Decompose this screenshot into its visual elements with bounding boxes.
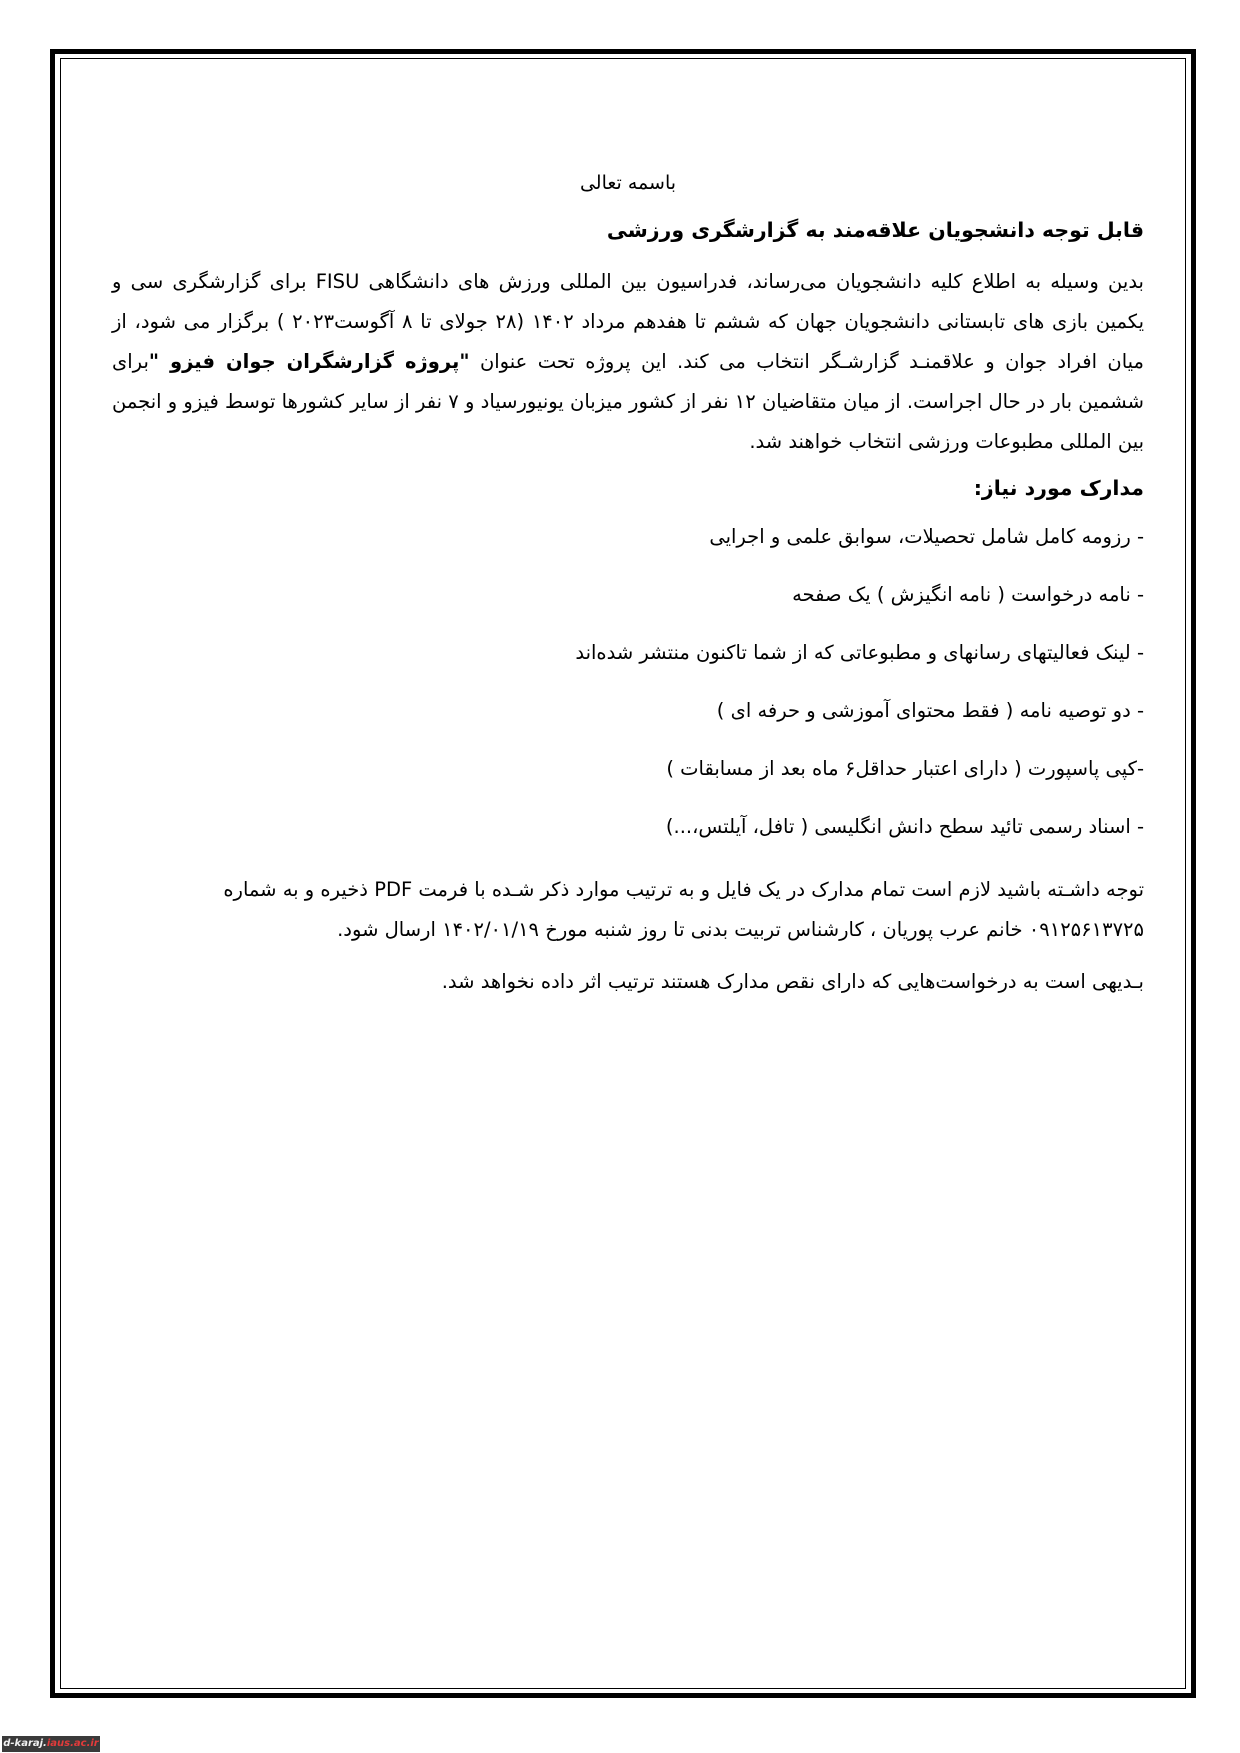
requirements-heading: مدارک مورد نیاز: — [973, 476, 1144, 500]
requirement-item: - نامه درخواست ( نامه انگیزش ) یک صفحه — [792, 583, 1144, 606]
requirement-item: - دو توصیه نامه ( فقط محتوای آموزشی و حرفه ای ) — [716, 699, 1144, 722]
project-name: "پروژه گزارشگران جوان فیزو " — [148, 350, 470, 373]
opening-line: باسمه تعالی — [579, 172, 677, 194]
announcement-heading: قابل توجه دانشجویان علاقه‌مند به گزارشگری ورزشی — [606, 218, 1144, 242]
requirement-item: - اسناد رسمی تائید سطح دانش انگلیسی ( تافل، آیلتس،...) — [665, 815, 1144, 838]
intro-text-1: بدین وسیله به اطلاع کلیه دانشجویان می‌رساند، فدراسیون بین المللی ورزش های دانشگاهی FISU برای گزارشگری سی و یکمین بازی های تابستانی دانشجویان جهان که ششم تا هفدهم مرداد ۱۴۰۲ (۲۸ جولای تا ۸ آگوست۲۰۲۳ ) برگزار می شود، از میان افراد جوان و علاقمنـد گزارشـگر انتخاب می کند. این پروژه تحت عنوان — [112, 270, 1145, 373]
intro-text-2: برای ششمین بار در حال اجراست. از میان متقاضیان ۱۲ نفر از کشور میزبان یونیورسیاد و ۷ نفر از سایر کشورها توسط فیزو و انجمن بین المللی مطبوعات ورزشی انتخاب خواهند شد. — [112, 350, 1144, 453]
requirement-item: - رزومه کامل شامل تحصیلات، سوابق علمی و اجرایی — [709, 525, 1144, 548]
final-note: بـدیهی است به درخواست‌هایی که دارای نقص مدارک هستند ترتیب اثر داده نخواهد شد. — [441, 970, 1144, 993]
site-watermark — [2, 1736, 100, 1752]
submission-note: توجه داشـته باشید لازم است تمام مدارک در یک فایل و به ترتیب موارد ذکر شـده با فرمت PDF ذخیره و به شماره ۰۹۱۲۵۶۱۳۷۲۵ خانم عرب پوریان ، کارشناس تربیت بدنی تا روز شنبه مورخ ۱۴۰۲/۰۱/۱۹ ارسال شود. — [223, 878, 1144, 941]
requirement-item: -کپی پاسپورت ( دارای اعتبار حداقل۶ ماه بعد از مسابقات ) — [666, 757, 1144, 780]
requirements-list — [112, 522, 1144, 870]
document-body — [112, 172, 1144, 1002]
watermark-part1: d-karaj. — [3, 1738, 47, 1749]
requirement-item: - لینک فعالیتهای رسانهای و مطبوعاتی که از شما تاکنون منتشر شده‌اند — [575, 641, 1144, 664]
watermark-part2: iaus.ac.ir — [46, 1738, 99, 1749]
intro-paragraph — [112, 262, 1144, 462]
